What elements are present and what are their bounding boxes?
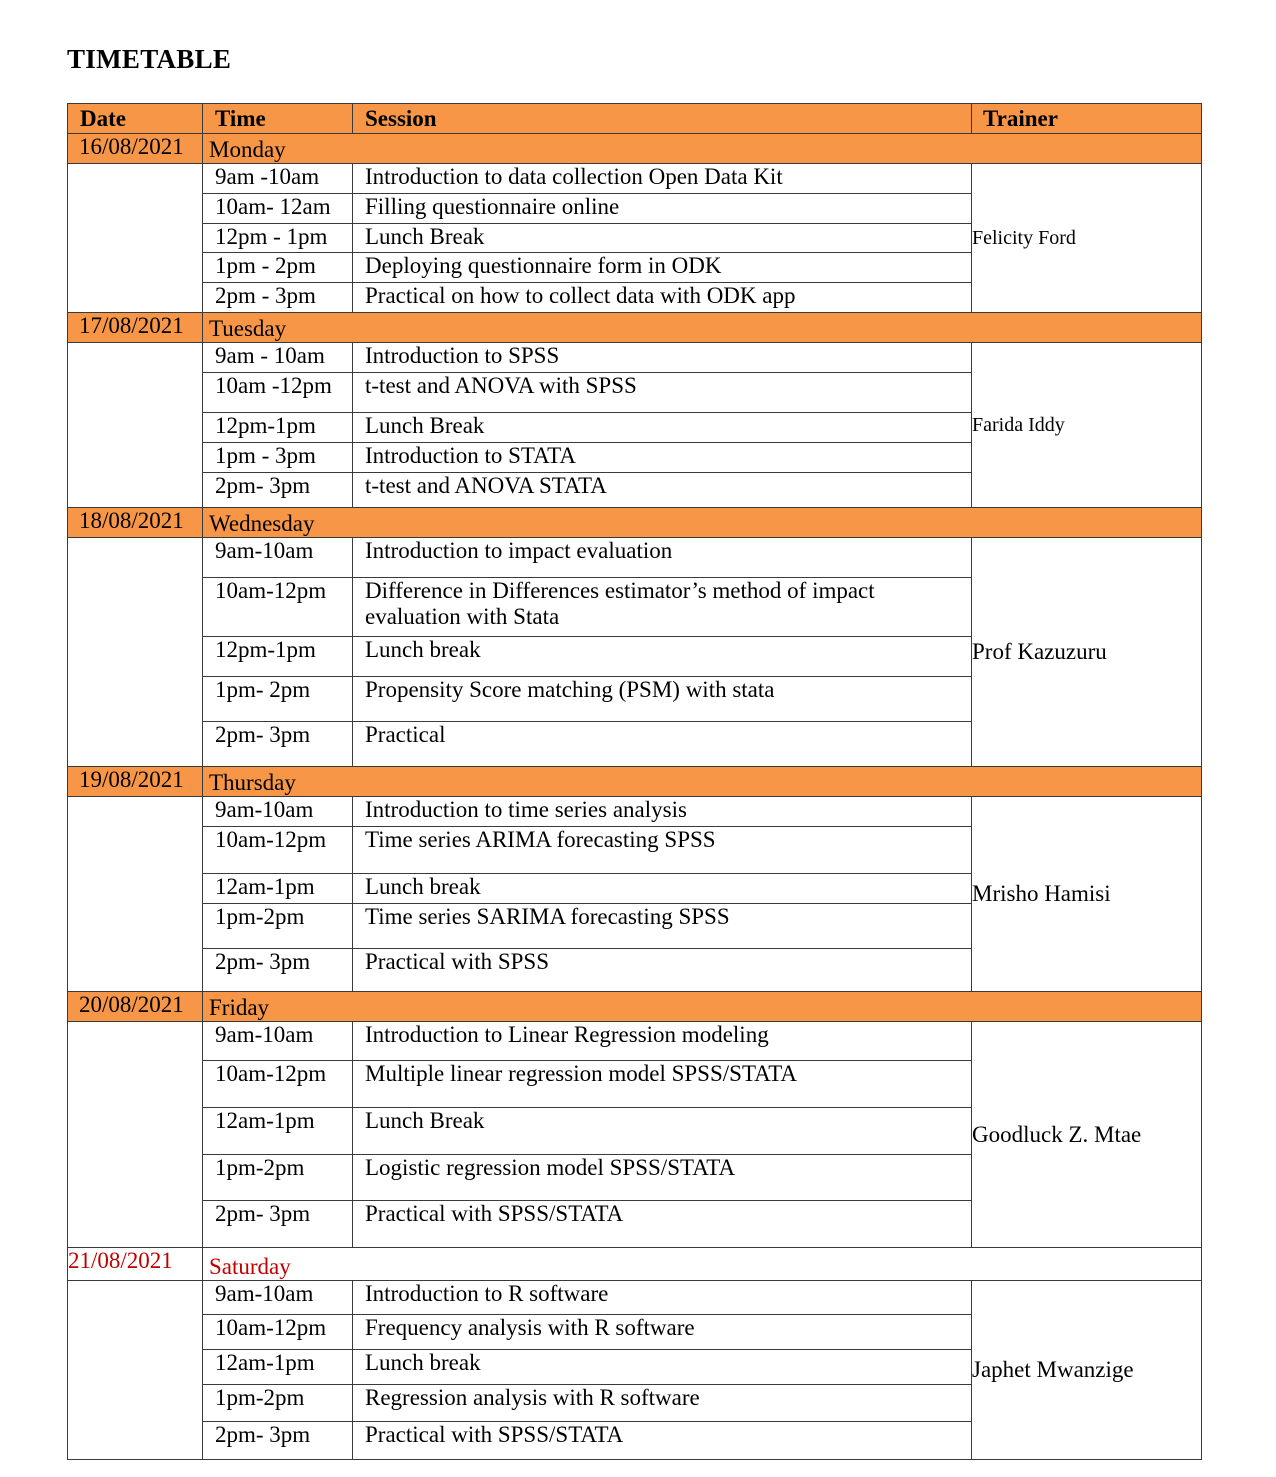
session-title: Introduction to STATA [353,443,972,473]
session-title: Lunch break [353,874,972,904]
date-cell-blank [68,797,203,992]
session-title: Propensity Score matching (PSM) with stata [353,677,972,722]
date-cell-blank [68,1022,203,1248]
day-date: 17/08/2021 [68,313,203,343]
session-time: 9am-10am [203,797,353,827]
session-row [68,538,1202,578]
day-date: 20/08/2021 [68,992,203,1022]
session-time: 9am-10am [203,1022,353,1061]
trainer-name: Mrisho Hamisi [972,797,1202,992]
session-time: 9am-10am [203,1281,353,1315]
date-cell-blank [68,1281,203,1460]
session-time: 2pm- 3pm [203,1422,353,1460]
day-name: Tuesday [203,313,1202,343]
page-title: TIMETABLE [67,44,232,74]
day-row [68,767,1202,797]
trainer-name: Japhet Mwanzige [972,1281,1202,1460]
session-time: 10am-12pm [203,827,353,874]
day-date: 21/08/2021 [68,1248,203,1281]
day-date: 18/08/2021 [68,508,203,538]
day-name: Thursday [203,767,1202,797]
session-time: 12am-1pm [203,1350,353,1385]
session-time: 1pm-2pm [203,1155,353,1201]
session-title: Regression analysis with R software [353,1385,972,1422]
column-header-trainer: Trainer [972,104,1202,134]
session-title: Difference in Differences estimator’s method of impact evaluation with Stata [353,578,972,637]
session-title: Lunch Break [353,413,972,443]
session-time: 2pm- 3pm [203,473,353,508]
trainer-name: Farida Iddy [972,343,1202,508]
header-row [68,104,1202,134]
session-time: 10am-12pm [203,1061,353,1108]
session-time: 12pm-1pm [203,637,353,677]
day-row [68,992,1202,1022]
session-row [68,164,1202,194]
session-title: Practical [353,722,972,767]
day-row [68,313,1202,343]
session-row [68,343,1202,373]
session-time: 10am-12pm [203,1315,353,1350]
session-time: 10am -12pm [203,373,353,413]
trainer-name: Prof Kazuzuru [972,538,1202,767]
date-cell-blank [68,343,203,508]
session-title: Frequency analysis with R software [353,1315,972,1350]
session-title: Lunch break [353,637,972,677]
day-date: 16/08/2021 [68,134,203,164]
day-row [68,134,1202,164]
session-title: Introduction to SPSS [353,343,972,373]
session-time: 2pm- 3pm [203,1201,353,1248]
session-title: Deploying questionnaire form in ODK [353,253,972,283]
session-time: 12am-1pm [203,1108,353,1155]
session-title: Practical with SPSS/STATA [353,1201,972,1248]
day-name: Monday [203,134,1202,164]
session-title: Filling questionnaire online [353,194,972,224]
column-header-session: Session [353,104,972,134]
trainer-name: Goodluck Z. Mtae [972,1022,1202,1248]
day-date: 19/08/2021 [68,767,203,797]
session-title: Multiple linear regression model SPSS/STATA [353,1061,972,1108]
session-time: 9am-10am [203,538,353,578]
session-time: 10am-12pm [203,578,353,637]
session-time: 9am - 10am [203,343,353,373]
session-title: Logistic regression model SPSS/STATA [353,1155,972,1201]
session-row [68,1022,1202,1061]
day-name: Wednesday [203,508,1202,538]
session-time: 12pm - 1pm [203,224,353,253]
session-time: 12am-1pm [203,874,353,904]
session-title: Introduction to Linear Regression modeling [353,1022,972,1061]
session-title: Lunch Break [353,224,972,253]
day-row [68,1248,1202,1281]
session-time: 1pm - 3pm [203,443,353,473]
session-time: 1pm-2pm [203,904,353,949]
session-title: Lunch Break [353,1108,972,1155]
session-title: Introduction to data collection Open Data Kit [353,164,972,194]
session-time: 2pm- 3pm [203,722,353,767]
timetable-body [68,134,1202,1460]
session-time: 2pm- 3pm [203,949,353,992]
session-time: 1pm-2pm [203,1385,353,1422]
date-cell-blank [68,164,203,313]
session-title: Time series ARIMA forecasting SPSS [353,827,972,874]
day-row [68,508,1202,538]
session-row [68,797,1202,827]
column-header-time: Time [203,104,353,134]
session-title: Practical on how to collect data with ODK app [353,283,972,313]
session-title: Introduction to impact evaluation [353,538,972,578]
session-time: 2pm - 3pm [203,283,353,313]
session-title: Practical with SPSS [353,949,972,992]
session-time: 9am -10am [203,164,353,194]
session-title: Practical with SPSS/STATA [353,1422,972,1460]
session-row [68,1281,1202,1315]
date-cell-blank [68,538,203,767]
day-name: Saturday [203,1248,1202,1281]
timetable [67,103,1202,1460]
session-title: t-test and ANOVA STATA [353,473,972,508]
session-time: 1pm- 2pm [203,677,353,722]
session-title: t-test and ANOVA with SPSS [353,373,972,413]
session-title: Introduction to R software [353,1281,972,1315]
session-title: Time series SARIMA forecasting SPSS [353,904,972,949]
column-header-date: Date [68,104,203,134]
day-name: Friday [203,992,1202,1022]
session-time: 1pm - 2pm [203,253,353,283]
session-time: 12pm-1pm [203,413,353,443]
trainer-name: Felicity Ford [972,164,1202,313]
session-time: 10am- 12am [203,194,353,224]
session-title: Lunch break [353,1350,972,1385]
session-title: Introduction to time series analysis [353,797,972,827]
